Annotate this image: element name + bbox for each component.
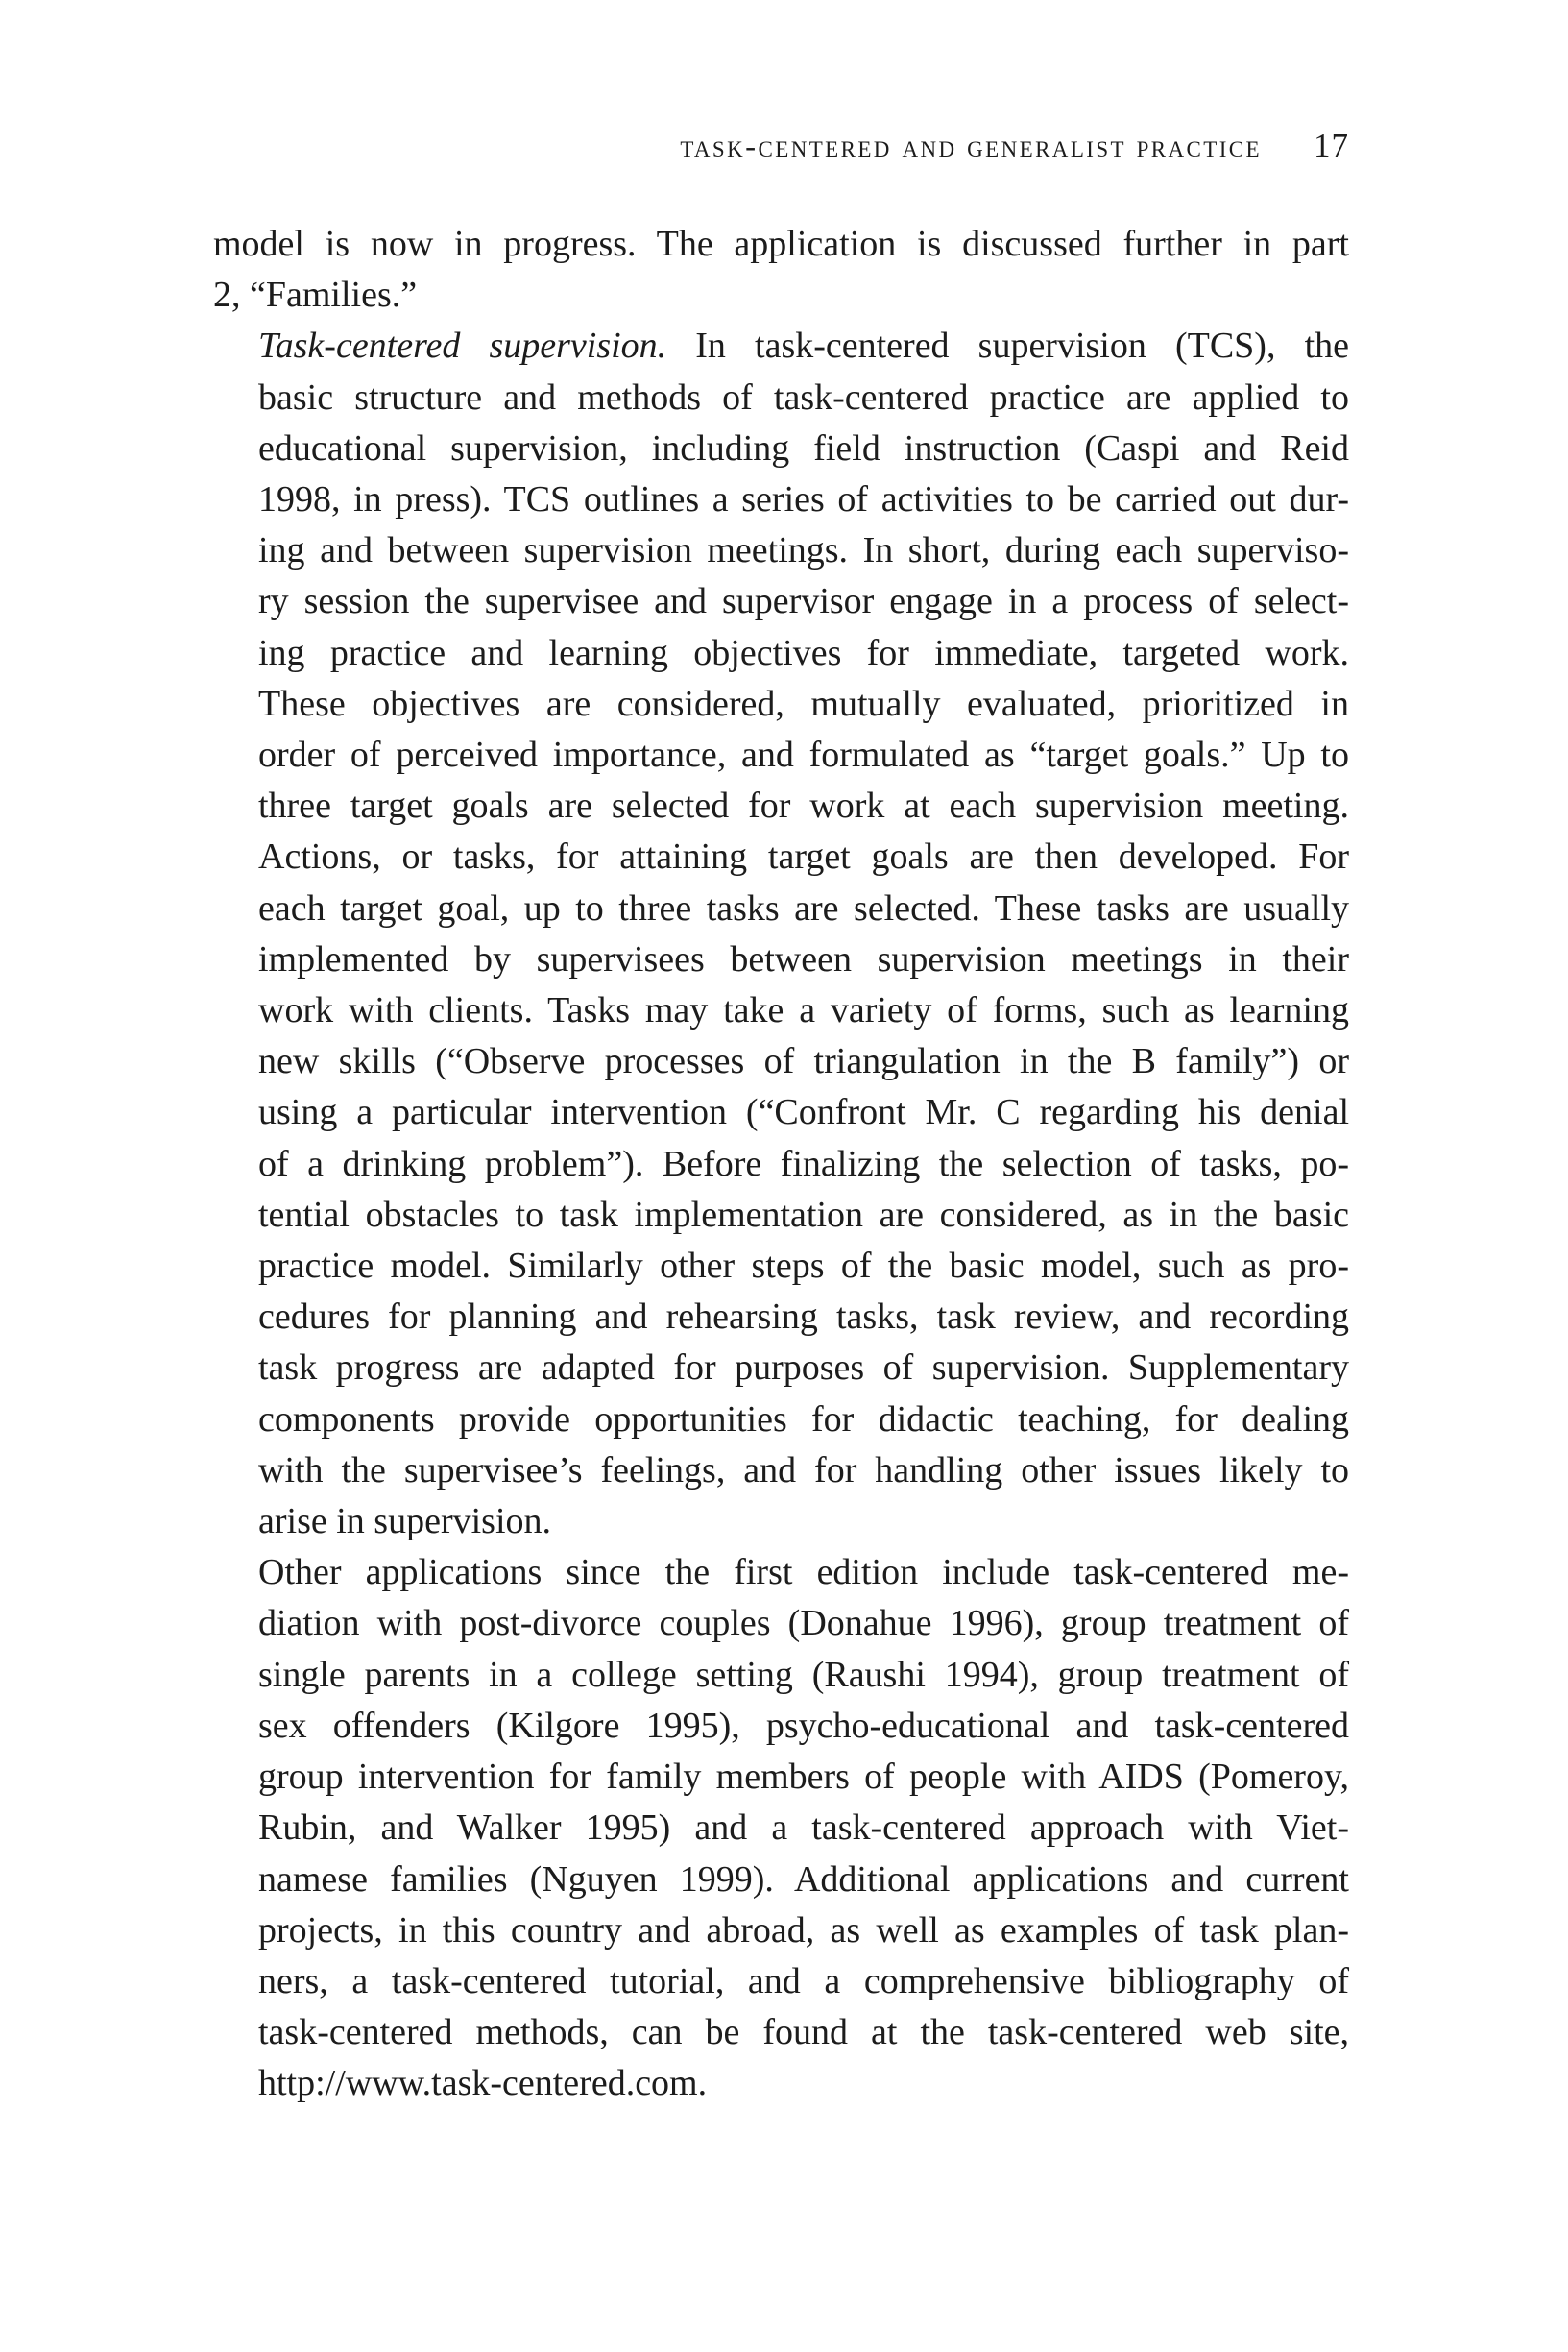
text-line bbox=[213, 628, 1349, 679]
text-line bbox=[213, 474, 1349, 525]
paragraph-other-applications bbox=[213, 1547, 1349, 2109]
text-line bbox=[213, 730, 1349, 781]
text-line bbox=[213, 373, 1349, 424]
text-line bbox=[213, 832, 1349, 883]
text-line bbox=[213, 1445, 1349, 1496]
body-text bbox=[213, 219, 1349, 2110]
text-line bbox=[213, 424, 1349, 474]
line-text: ry session the supervisee and supervisor engage in a process of select- bbox=[258, 581, 1349, 622]
text-line bbox=[213, 1241, 1349, 1292]
text-line bbox=[213, 576, 1349, 627]
text-line bbox=[213, 2007, 1349, 2058]
text-line bbox=[213, 525, 1349, 576]
line-text: Other applications since the first edition include task-centered me- bbox=[258, 1552, 1349, 1593]
run-in-heading: Task-centered supervision. bbox=[258, 326, 667, 367]
running-head-title: task-centered and generalist practice bbox=[680, 130, 1262, 164]
text-line bbox=[213, 1394, 1349, 1445]
line-text: Rubin, and Walker 1995) and a task-centered approach with Viet- bbox=[258, 1807, 1349, 1849]
text-line bbox=[213, 1139, 1349, 1190]
line-text: arise in supervision. bbox=[258, 1501, 552, 1542]
paragraph-continuation bbox=[213, 219, 1349, 321]
text-line bbox=[213, 1547, 1349, 1598]
text-line bbox=[213, 1855, 1349, 1905]
line-text: namese families (Nguyen 1999). Additional applications and current bbox=[258, 1858, 1349, 1900]
line-text: order of perceived importance, and formulated as “target goals.” Up to bbox=[258, 735, 1349, 776]
text-line bbox=[213, 1496, 1349, 1547]
line-text: diation with post-divorce couples (Donahue 1996), group treatment of bbox=[258, 1603, 1349, 1644]
text-line bbox=[213, 1701, 1349, 1752]
line-text: three target goals are selected for work at each supervision meeting. bbox=[258, 786, 1349, 827]
paragraph-task-centered-supervision bbox=[213, 321, 1349, 1547]
line-text: ners, a task-centered tutorial, and a comprehensive bibliography of bbox=[258, 1960, 1349, 2001]
text-line bbox=[213, 1905, 1349, 1956]
line-text: cedures for planning and rehearsing tasks, task review, and recording bbox=[258, 1297, 1349, 1338]
page-number: 17 bbox=[1314, 127, 1349, 164]
text-line bbox=[213, 1752, 1349, 1803]
line-text: 2, “Families.” bbox=[213, 275, 418, 316]
line-text: educational supervision, including field instruction (Caspi and Reid bbox=[258, 427, 1349, 469]
line-text: with the supervisee’s feelings, and for handling other issues likely to bbox=[258, 1449, 1349, 1491]
line-text: of a drinking problem”). Before finalizing the selection of tasks, po- bbox=[258, 1143, 1349, 1184]
line-text: projects, in this country and abroad, as well as examples of task plan- bbox=[258, 1909, 1349, 1951]
text-line bbox=[213, 1803, 1349, 1854]
line-text: work with clients. Tasks may take a variety of forms, such as learning bbox=[258, 990, 1349, 1031]
text-line bbox=[213, 1190, 1349, 1241]
line-text: implemented by supervisees between supervision meetings in their bbox=[258, 938, 1349, 980]
text-line bbox=[213, 321, 1349, 372]
line-text: In task-centered supervision (TCS), the bbox=[666, 326, 1349, 367]
line-text: model is now in progress. The application is discussed further in part bbox=[213, 224, 1349, 264]
text-line bbox=[213, 1292, 1349, 1343]
text-line bbox=[213, 1343, 1349, 1394]
text-line bbox=[213, 884, 1349, 934]
line-text: These objectives are considered, mutually evaluated, prioritized in bbox=[258, 683, 1349, 724]
text-line bbox=[213, 1087, 1349, 1138]
line-text: sex offenders (Kilgore 1995), psycho-educational and task-centered bbox=[258, 1705, 1349, 1746]
line-text: new skills (“Observe processes of triangulation in the B family”) or bbox=[258, 1041, 1349, 1082]
line-text: practice model. Similarly other steps of the basic model, such as pro- bbox=[258, 1246, 1349, 1287]
text-line bbox=[213, 679, 1349, 730]
line-text: using a particular intervention (“Confront Mr. C regarding his denial bbox=[258, 1092, 1349, 1133]
line-text: http://www.task-centered.com. bbox=[258, 2063, 708, 2104]
text-line bbox=[213, 1036, 1349, 1087]
line-text: group intervention for family members of people with AIDS (Pomeroy, bbox=[258, 1757, 1349, 1798]
line-text: ing and between supervision meetings. In short, during each superviso- bbox=[258, 530, 1349, 571]
line-text: ing practice and learning objectives for immediate, targeted work. bbox=[258, 632, 1349, 673]
text-line bbox=[213, 1598, 1349, 1649]
line-text: each target goal, up to three tasks are selected. These tasks are usually bbox=[258, 887, 1349, 929]
text-line bbox=[213, 1956, 1349, 2007]
line-text: basic structure and methods of task-centered practice are applied to bbox=[258, 376, 1349, 418]
text-line bbox=[213, 219, 1349, 270]
line-text: tential obstacles to task implementation are considered, as in the basic bbox=[258, 1194, 1349, 1235]
line-text: components provide opportunities for didactic teaching, for dealing bbox=[258, 1398, 1349, 1440]
text-line bbox=[213, 781, 1349, 832]
text-line bbox=[213, 1650, 1349, 1701]
text-line bbox=[213, 270, 1349, 321]
text-line bbox=[213, 934, 1349, 985]
line-text: task-centered methods, can be found at the task-centered web site, bbox=[258, 2012, 1349, 2053]
line-text: single parents in a college setting (Raushi 1994), group treatment of bbox=[258, 1654, 1349, 1695]
line-text: 1998, in press). TCS outlines a series of activities to be carried out dur- bbox=[258, 479, 1349, 521]
text-line bbox=[213, 985, 1349, 1036]
line-text: task progress are adapted for purposes of supervision. Supplementary bbox=[258, 1347, 1349, 1389]
text-line bbox=[213, 2058, 1349, 2109]
line-text: Actions, or tasks, for attaining target goals are then developed. For bbox=[258, 837, 1349, 878]
running-head bbox=[213, 127, 1349, 165]
